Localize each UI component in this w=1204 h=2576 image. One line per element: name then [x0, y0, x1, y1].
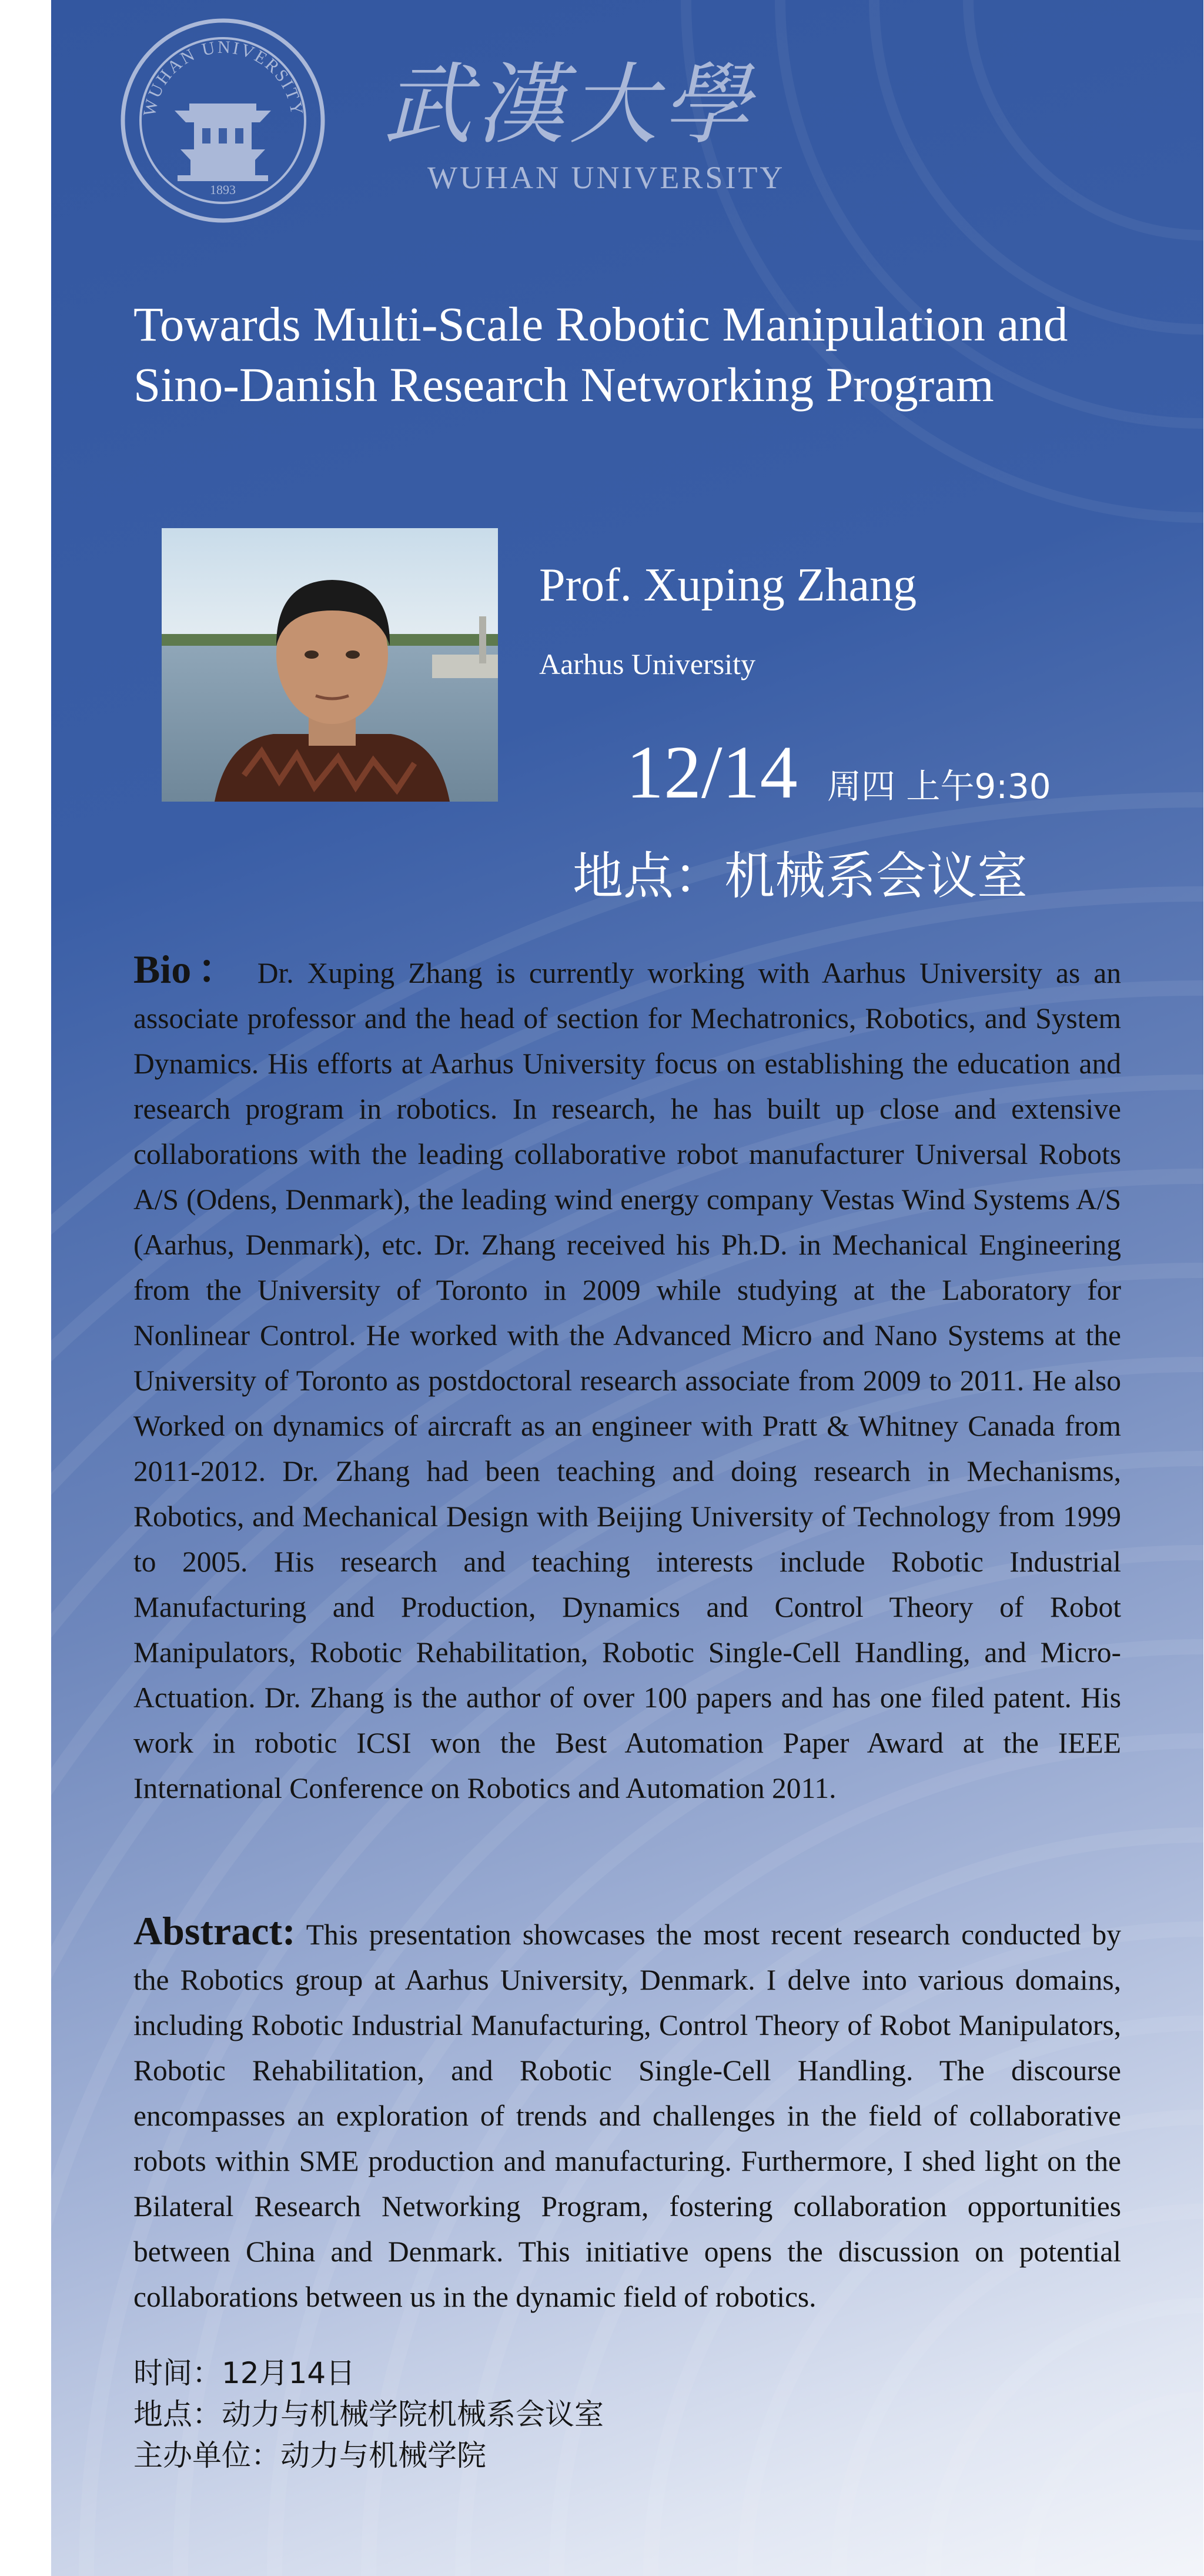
bio-text: Dr. Xuping Zhang is currently working with Aarhus University as an associate professor and the head of section for Mechatronics, Robotics, and System Dynamics. His efforts at Aarhus University focus on establishing the education and research program in robotics. In research, he has built up close and extensive collaborations with the leading collaborative robot manufacturer Universal Robots A/S (Odens, Denmark), the leading wind energy company Vestas Wind Systems A/S (Aarhus, Denmark), etc. Dr. Zhang received his Ph.D. in Mechanical Engineering from the University of Toronto in 2009 while studying at the Laboratory for Nonlinear Control. He worked with the Advanced Micro and Nano Systems at the University of Toronto as postdoctoral research associate from 2009 to 2011. He also Worked on dynamics of aircraft as an engineer with Pratt & Whitney Canada from 2011-2012. Dr. Zhang had been teaching and doing research in Mechanisms, Robotics, and Mechanical Design with Beijing University of Technology from 1999 to 2005. His research and teaching interests include Robotic Industrial Manufacturing and Production, Dynamics and Control Theory of Robot Manipulators, Robotic Rehabilitation, Robotic Single-Cell Handling, and Micro-Actuation. Dr. Zhang is the author of over 100 papers and has one filed patent. His work in robotic ICSI won the Best Automation Paper Award at the IEEE International Conference on Robotics and Automation 2011.	[133, 957, 1122, 1804]
poster-banner	[51, 0, 1203, 2576]
abstract-section	[133, 1908, 1121, 2320]
event-info	[133, 2353, 604, 2476]
talk-title	[133, 294, 1180, 415]
talk-location: 地点：机械系会议室	[573, 847, 1028, 906]
bio-section	[133, 947, 1121, 1811]
svg-text:WUHAN UNIVERSITY: WUHAN UNIVERSITY	[139, 37, 307, 118]
seal-year: 1893	[210, 182, 236, 197]
svg-text:武漢大學: 武漢大學	[383, 54, 755, 156]
speaker-affiliation: Aarhus University	[539, 648, 755, 680]
abstract-label: Abstract:	[133, 1908, 296, 1953]
talk-day-time: 周四 上午9:30	[827, 766, 1051, 806]
abstract-text: This presentation showcases the most recent research conducted by the Robotics group at Aarhus University, Denmark. I delve into various domains, including Robotic Industrial Manufacturing, Control Theory of Robot Manipulators, Robotic Rehabilitation, and Robotic Single-Cell Handling. The discourse encompasses an exploration of trends and challenges in the field of collaborative robots within SME production and manufacturing. Furthermore, I shed light on the Bilateral Research Networking Program, fostering collaboration opportunities between China and Denmark. This initiative opens the discussion on potential collaborations between us in the dynamic field of robotics.	[133, 1918, 1121, 2313]
title-line-1: Towards Multi-Scale Robotic Manipulation and	[133, 297, 1068, 351]
bio-label: Bio：	[133, 947, 244, 992]
title-line-2: Sino-Danish Research Networking Program	[133, 358, 994, 412]
svg-text:WUHAN UNIVERSITY: WUHAN UNIVERSITY	[427, 160, 785, 195]
info-host: 主办单位：动力与机械学院	[133, 2438, 486, 2472]
talk-date: 12/14	[626, 730, 798, 814]
university-seal-logo	[119, 16, 327, 225]
university-wordmark	[377, 41, 789, 200]
speaker-name: Prof. Xuping Zhang	[539, 559, 917, 611]
info-place: 地点：动力与机械学院机械系会议室	[133, 2397, 604, 2431]
speaker-photo	[162, 528, 498, 802]
info-time: 时间：12月14日	[133, 2356, 356, 2390]
